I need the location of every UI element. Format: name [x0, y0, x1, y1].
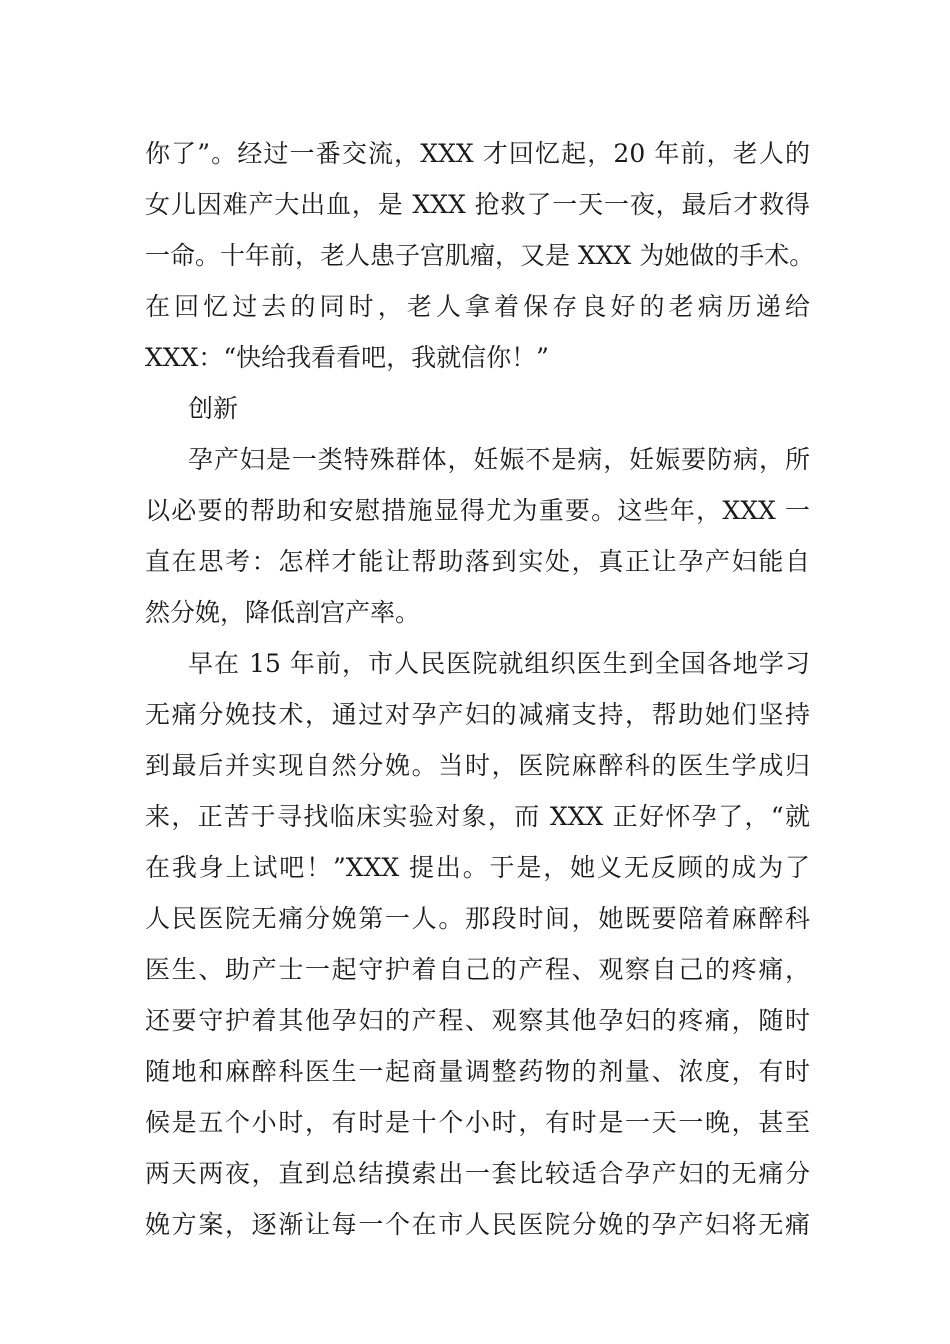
- text-line: 娩方案，逐渐让每一个在市人民医院分娩的孕产妇将无痛: [145, 1210, 810, 1239]
- text-line: 在回忆过去的同时，老人拿着保存良好的老病历递给: [145, 292, 810, 321]
- paragraph-1: [145, 128, 815, 383]
- text-line: 随地和麻醉科医生一起商量调整药物的剂量、浓度，有时: [145, 1057, 810, 1086]
- text-line: 然分娩，降低剖宫产率。: [145, 598, 421, 627]
- text-line: 还要守护着其他孕妇的产程、观察其他孕妇的疼痛，随时: [145, 1006, 810, 1035]
- text-line: 在我身上试吧！”XXX 提出。于是，她义无反顾的成为了: [145, 853, 810, 882]
- text-line: XXX：“快给我看看吧，我就信你！”: [145, 343, 549, 372]
- text-line: 候是五个小时，有时是十个小时，有时是一天一晚，甚至: [145, 1108, 810, 1137]
- text-line: 到最后并实现自然分娩。当时，医院麻醉科的医生学成归: [145, 751, 810, 780]
- text-line: 无痛分娩技术，通过对孕产妇的减痛支持，帮助她们坚持: [145, 700, 810, 729]
- text-line: 来，正苦于寻找临床实验对象，而 XXX 正好怀孕了，“就: [145, 802, 810, 831]
- paragraph-2: [145, 434, 810, 638]
- text-line: 一命。十年前，老人患子宫肌瘤，又是 XXX 为她做的手术。: [145, 241, 815, 270]
- text-line: 以必要的帮助和安慰措施显得尤为重要。这些年，XXX 一: [145, 496, 810, 525]
- section-heading: 创新: [188, 394, 239, 423]
- text-line: 两天两夜，直到总结摸索出一套比较适合孕产妇的无痛分: [145, 1159, 810, 1188]
- text-line: 孕产妇是一类特殊群体，妊娠不是病，妊娠要防病，所: [188, 445, 810, 474]
- text-line: 早在 15 年前，市人民医院就组织医生到全国各地学习: [188, 649, 810, 678]
- text-line: 人民医院无痛分娩第一人。那段时间，她既要陪着麻醉科: [145, 904, 810, 933]
- text-line: 医生、助产士一起守护着自己的产程、观察自己的疼痛，: [145, 955, 810, 984]
- text-line: 女儿因难产大出血，是 XXX 抢救了一天一夜，最后才救得: [145, 190, 810, 219]
- text-line: 你了”。经过一番交流，XXX 才回忆起，20 年前，老人的: [145, 139, 810, 168]
- paragraph-3: [145, 638, 810, 1250]
- text-line: 直在思考：怎样才能让帮助落到实处，真正让孕产妇能自: [145, 547, 810, 576]
- body-text: [145, 128, 815, 1250]
